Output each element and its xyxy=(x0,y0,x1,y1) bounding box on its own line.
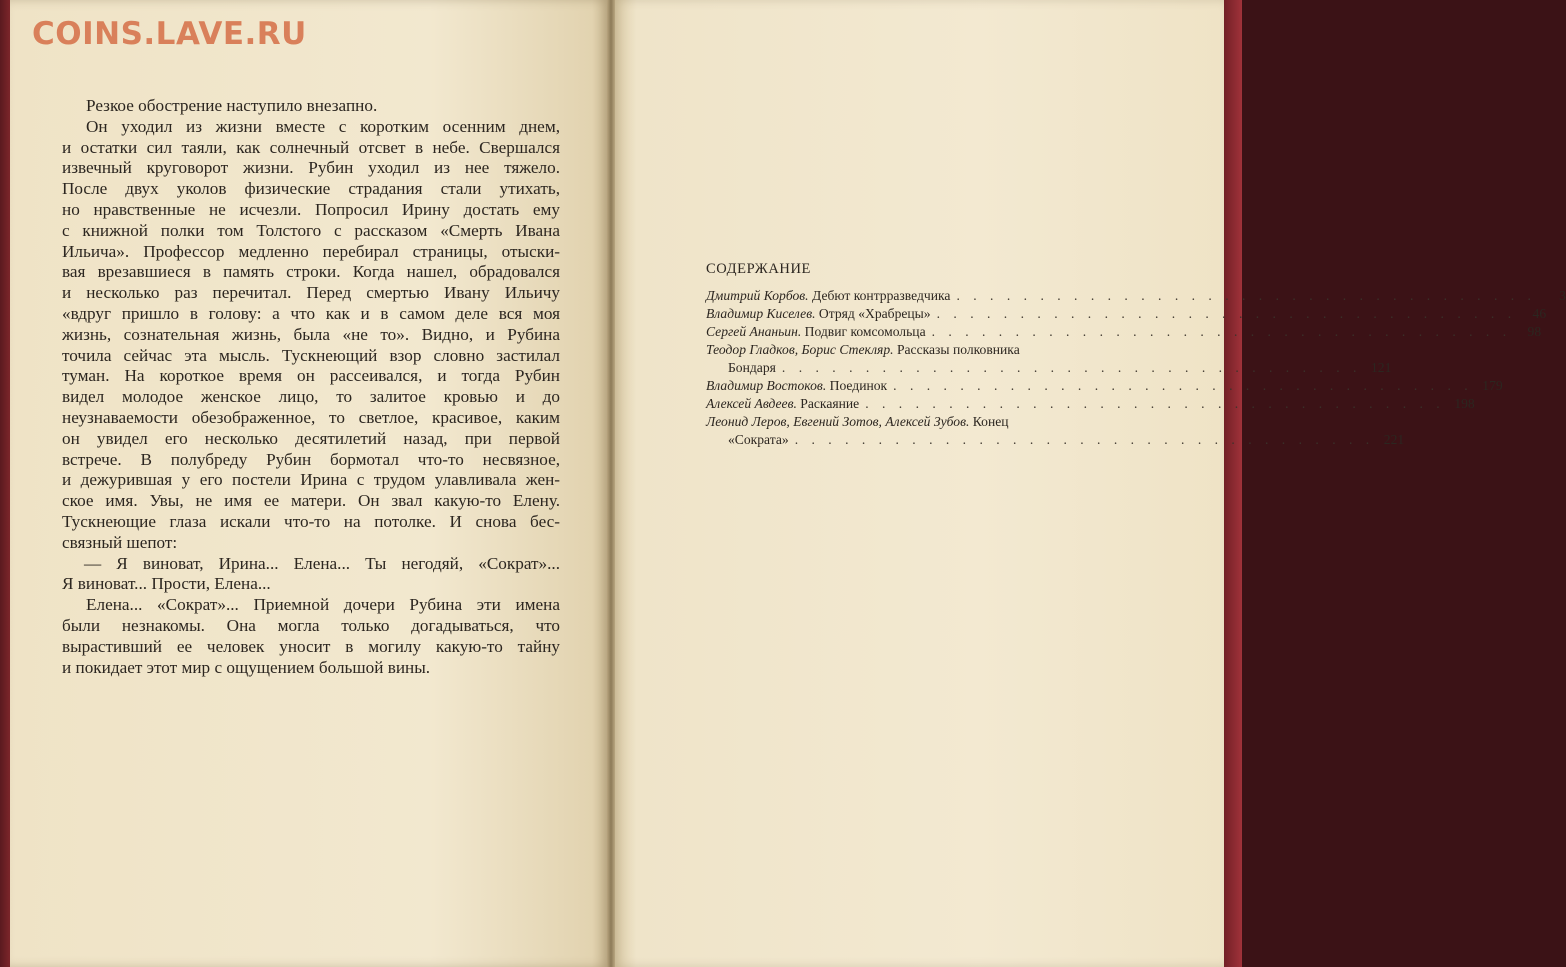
toc-story-title: Дебют контрразведчика xyxy=(812,288,951,303)
text-line: видел молодое женское лицо, то залитое кровью и до xyxy=(62,387,560,407)
toc-author: Дмитрий Корбов. xyxy=(706,288,809,303)
toc-leader-dots: . . . . . . . . . . . . . . . . . . . . . . . . . . . . . . . . . . . xyxy=(893,378,1473,393)
text-line: вырастивший ее человек уносит в могилу какую-то тайну xyxy=(62,636,560,656)
text-line: но нравственные не исчезли. Попросил Ирину достать ему xyxy=(62,199,560,219)
text-line: После двух уколов физические страдания стали утихать, xyxy=(62,179,560,199)
toc-story-title: Конец xyxy=(972,414,1009,429)
toc-story-title: Подвиг комсомольца xyxy=(804,324,926,339)
toc-entry xyxy=(706,305,1547,323)
text-line: Ильича». Профессор медленно перебирал страницы, отыски- xyxy=(62,241,560,261)
text-line: с книжной полки том Толстого с рассказом «Смерть Ивана xyxy=(62,220,560,240)
toc-page-number: 198 xyxy=(1454,396,1475,411)
text-line: были незнакомы. Она могла только догадываться, что xyxy=(62,615,560,635)
toc-author: Владимир Киселев. xyxy=(706,306,816,321)
text-line: встрече. В полубреду Рубин бормотал что-то несвязное, xyxy=(62,449,560,469)
right-page xyxy=(612,0,1224,967)
toc-entry xyxy=(706,287,1566,305)
book-gutter xyxy=(607,0,615,967)
toc-leader-dots: . . . . . . . . . . . . . . . . . . . . . . . . . . . . . . . . . . . xyxy=(794,432,1375,447)
text-line: и дежурившая у его постели Ирина с трудом улавливала жен- xyxy=(62,470,560,490)
toc-page-number: 121 xyxy=(1371,360,1392,375)
text-line: Елена... «Сократ»... Приемной дочери Рубина эти имена xyxy=(86,595,560,615)
text-line: — Я виноват, Ирина... Елена... Ты негодяй, «Сократ»... xyxy=(84,553,560,573)
toc-leader-dots: . . . . . . . . . . . . . . . . . . . . . . . . . . . . . . . . . . . xyxy=(865,396,1445,411)
book-cover-edge-right xyxy=(1222,0,1242,967)
toc-author: Сергей Ананьин. xyxy=(706,324,802,339)
text-line: и остатки сил таяли, как солнечный отсвет в небе. Свершался xyxy=(62,137,560,157)
toc-entry xyxy=(706,377,1503,395)
text-line: и покидает этот мир с ощущением большой вины. xyxy=(62,657,431,677)
toc-leader-dots: . . . . . . . . . . . . . . . . . . . . . . . . . . . . . . . . . . . xyxy=(781,360,1362,375)
text-line: вая врезавшиеся в память строки. Когда нашел, обрадовался xyxy=(62,262,560,282)
toc-leader-dots: . . . . . . . . . . . . . . . . . . . . . . . . . . . . . . . . . . . xyxy=(936,306,1517,321)
toc-author: Алексей Авдеев. xyxy=(706,396,797,411)
toc-page-number: 98 xyxy=(1527,324,1542,339)
toc-story-title-continued: «Сократа» xyxy=(728,432,789,447)
text-line: он увидел его несколько десятилетий назад, при первой xyxy=(62,428,560,448)
toc-entry xyxy=(706,413,1405,449)
text-line: точила сейчас эта мысль. Тускнеющий взор словно застилал xyxy=(62,345,560,365)
text-line: ское имя. Увы, не имя ее матери. Он звал какую-то Елену. xyxy=(62,491,560,511)
toc-entry xyxy=(706,323,1542,341)
text-line: извечный круговорот жизни. Рубин уходил из нее тяжело. xyxy=(62,158,560,178)
toc-page-number: 221 xyxy=(1383,432,1405,447)
watermark: COINS.LAVE.RU xyxy=(32,16,307,52)
toc-story-title: Поединок xyxy=(829,378,888,393)
toc-author: Владимир Востоков. xyxy=(706,378,827,393)
toc-title: СОДЕРЖАНИЕ xyxy=(706,261,811,277)
text-line: Он уходил из жизни вместе с коротким осенним днем, xyxy=(86,116,560,136)
toc-author: Леонид Леров, Евгений Зотов, Алексей Зубов. xyxy=(706,414,970,429)
text-line: Я виноват... Прости, Елена... xyxy=(62,574,271,594)
text-line: жизнь, сознательная жизнь, была «не то». Видно, и Рубина xyxy=(62,324,560,344)
toc-story-title: Раскаяние xyxy=(800,396,860,411)
toc-story-title: Рассказы полковника xyxy=(896,342,1020,357)
toc-entry xyxy=(706,395,1475,413)
text-line: туман. На короткое время он рассеивался, и тогда Рубин xyxy=(62,366,560,386)
text-line: Резкое обострение наступило внезапно. xyxy=(86,96,378,115)
toc-story-title: Отряд «Храбрецы» xyxy=(818,306,931,321)
toc-leader-dots: . . . . . . . . . . . . . . . . . . . . . . . . . . . . . . . . . . . xyxy=(931,324,1512,339)
toc-entry xyxy=(706,341,1392,377)
toc-story-title-continued: Бондаря xyxy=(728,360,776,375)
text-line: «вдруг пришло в голову: а что как и в самом деле вся моя xyxy=(62,303,560,323)
toc-page-number: 179 xyxy=(1482,378,1503,393)
toc-page-number: 46 xyxy=(1532,306,1547,321)
toc-leader-dots: . . . . . . . . . . . . . . . . . . . . . . . . . . . . . . . . . . . xyxy=(956,288,1536,303)
toc-page-number: 3 xyxy=(1559,288,1566,303)
text-line: связный шепот: xyxy=(62,532,178,552)
table-of-contents xyxy=(706,287,1566,449)
text-line: Тускнеющие глаза искали что-то на потолке. И снова бес- xyxy=(62,511,560,531)
text-line: и несколько раз перечитал. Перед смертью Ивану Ильичу xyxy=(62,283,560,303)
left-page-body-text xyxy=(62,96,560,678)
toc-author: Теодор Гладков, Борис Стекляр. xyxy=(706,342,894,357)
text-line: неузнаваемости обезображенное, то светлое, красивое, каким xyxy=(62,407,560,427)
